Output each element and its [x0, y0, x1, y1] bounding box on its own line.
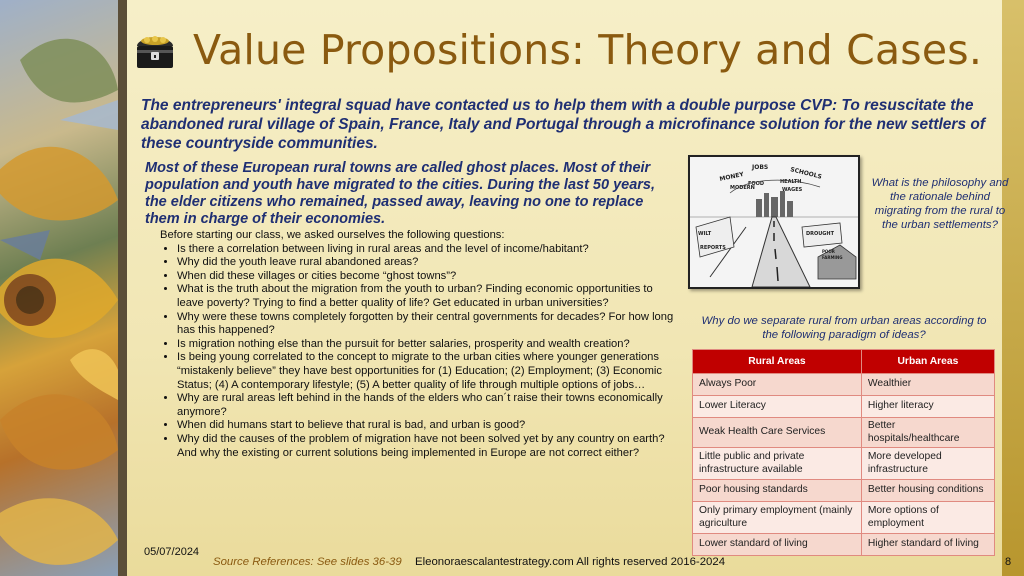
- rural-cell: Little public and private infrastructure available: [693, 448, 862, 480]
- questions-list: [160, 243, 680, 461]
- sketch-label: POOR: [822, 249, 835, 254]
- migration-sketch-drawing: [690, 157, 858, 287]
- intro-paragraph: The entrepreneurs' integral squad have contacted us to help them with a double purpose CVP: To resuscitate the abandoned rural village of Spain, France, Italy and Portugal through a microfinance solution for the new settlers of these countryside communities.: [141, 97, 986, 152]
- table-row: [693, 534, 995, 556]
- list-item: • When did humans start to believe that rural is bad, and urban is good?: [177, 419, 680, 433]
- rural-cell: Lower standard of living: [693, 534, 862, 556]
- source-references: Source References: See slides 36-39: [213, 556, 402, 568]
- table-caption: Why do we separate rural from urban areas according to the following paradigm of ideas?: [701, 315, 987, 341]
- sketch-label: JOBS: [752, 164, 769, 171]
- list-item: • Why are rural areas left behind in the hands of the elders who can´t raise their towns economically anymore?: [177, 392, 680, 419]
- sketch-label: WAGES: [782, 187, 803, 193]
- urban-cell: More developed infrastructure: [861, 448, 994, 480]
- table-row: [693, 502, 995, 534]
- table-row: [693, 480, 995, 502]
- sketch-label: DROUGHT: [806, 231, 835, 237]
- list-item: • Why did the youth leave rural abandoned areas?: [177, 256, 680, 270]
- sketch-label: MONEY: [718, 171, 745, 183]
- list-item: • Is migration nothing else than the pursuit for better salaries, prosperity and wealth creation?: [177, 338, 680, 352]
- sketch-label: WILT: [698, 231, 712, 237]
- urban-cell: Wealthier: [861, 374, 994, 396]
- decorative-painting: [0, 0, 118, 576]
- table-row: [693, 374, 995, 396]
- rural-cell: Poor housing standards: [693, 480, 862, 502]
- ghost-towns-paragraph: Most of these European rural towns are called ghost places. Most of their population and youth have migrated to the cities. During the last 50 years, the elder citizens who remained, passed away, leaving no one to replace them in charge of their economies.: [145, 160, 656, 227]
- table-row: [693, 396, 995, 418]
- questions-block: [160, 229, 680, 460]
- header-rural: Rural Areas: [693, 350, 862, 374]
- list-item: • Is there a correlation between living in rural areas and the level of income/habitant?: [177, 243, 680, 257]
- urban-cell: More options of employment: [861, 502, 994, 534]
- footer-date: 05/07/2024: [144, 546, 200, 558]
- sketch-label: HEALTH: [780, 179, 802, 185]
- table-row: [693, 448, 995, 480]
- urban-cell: Higher standard of living: [861, 534, 994, 556]
- philosophy-question: What is the philosophy and the rationale behind migrating from the rural to the urban settlements?: [871, 177, 1009, 231]
- questions-lead: Before starting our class, we asked ourselves the following questions:: [160, 229, 505, 241]
- list-item: • Is being young correlated to the concept to migrate to the urban cities where younger generations “mistakenly believe” they have best opportunities for (1) Education; (2) Employment; (3) Economic Status; (4) A contemporary lifestyle; (5) A better quality of life through multiple options of jobs…: [177, 351, 680, 392]
- header-urban: Urban Areas: [861, 350, 994, 374]
- urban-cell: Higher literacy: [861, 396, 994, 418]
- list-item: • When did these villages or cities become “ghost towns”?: [177, 270, 680, 284]
- rural-cell: Only primary employment (mainly agriculture: [693, 502, 862, 534]
- list-item: • Why were these towns completely forgotten by their central governments for decades? For how long has this happened?: [177, 311, 680, 338]
- rural-cell: Weak Health Care Services: [693, 418, 862, 448]
- sketch-label: FARMING: [822, 255, 843, 260]
- rural-cell: Always Poor: [693, 374, 862, 396]
- urban-cell: Better housing conditions: [861, 480, 994, 502]
- table-header-row: [693, 350, 995, 374]
- rural-cell: Lower Literacy: [693, 396, 862, 418]
- table-row: [693, 418, 995, 448]
- rural-urban-table: [692, 349, 995, 556]
- decorative-right-bar: [1002, 0, 1024, 576]
- decorative-stripe: [118, 0, 127, 576]
- title-row: [133, 26, 982, 74]
- list-item: • Why did the causes of the problem of migration have not been solved yet by any country on earth? And why the existing or current solutions being implemented in Europe are not correct either?: [177, 433, 680, 460]
- migration-sketch-image: [688, 155, 860, 289]
- list-item: • What is the truth about the migration from the youth to urban? Finding economic opportunities to leave poverty? Trying to find a better quality of life? Get educated in urban universities?: [177, 283, 680, 310]
- page-number: 8: [1005, 556, 1012, 568]
- slide-title: Value Propositions: Theory and Cases.: [193, 26, 983, 74]
- treasure-chest-icon: [133, 28, 177, 72]
- sketch-label: MODERN: [730, 185, 755, 191]
- sketch-label: REPORTS: [700, 245, 726, 251]
- sketch-label: SCHOOLS: [789, 166, 823, 181]
- urban-cell: Better hospitals/healthcare: [861, 418, 994, 448]
- sketch-label: FOOD: [748, 181, 765, 187]
- copyright-notice: Eleonoraescalantestrategy.com All rights reserved 2016-2024: [415, 556, 726, 568]
